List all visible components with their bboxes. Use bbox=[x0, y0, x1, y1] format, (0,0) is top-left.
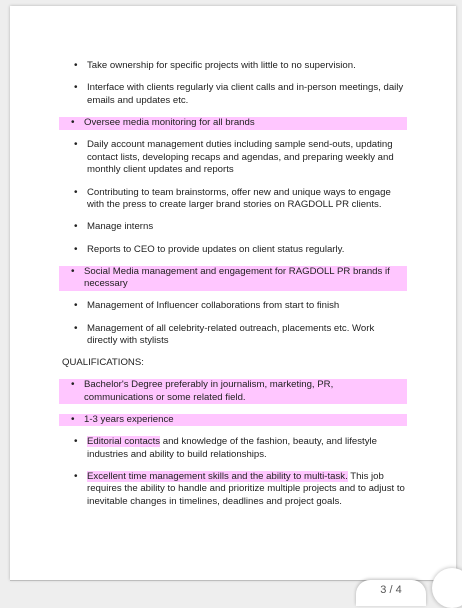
list-item bbox=[62, 60, 407, 73]
highlighted-text: Excellent time management skills and the ability to multi-task. bbox=[87, 470, 348, 482]
text-segment: 1-3 years experience bbox=[84, 413, 174, 425]
list-item bbox=[62, 187, 407, 212]
text-segment: Take ownership for specific projects with little to no supervision. bbox=[87, 60, 356, 71]
list-item-text bbox=[87, 436, 377, 460]
text-segment: Interface with clients regularly via client calls and in-person meetings, daily emails and updates etc. bbox=[87, 82, 404, 106]
qualifications-list bbox=[62, 379, 407, 509]
list-item-text bbox=[84, 379, 333, 403]
document-content bbox=[62, 60, 407, 518]
highlighted-text: Editorial contacts bbox=[87, 436, 161, 447]
qualifications-heading: QUALIFICATIONS: bbox=[62, 357, 144, 369]
responsibilities-list bbox=[62, 60, 407, 348]
text-segment: Management of Influencer collaborations from start to finish bbox=[87, 300, 340, 312]
text-segment: Contributing to team brainstorms, offer new and unique ways to engage with the press to create larger brand stories on RAGDOLL PR clients. bbox=[87, 186, 391, 211]
list-item bbox=[62, 436, 407, 461]
list-item-text bbox=[87, 187, 391, 211]
list-item-text bbox=[87, 60, 356, 71]
list-item-text bbox=[87, 139, 394, 175]
floating-action-button[interactable] bbox=[432, 568, 462, 608]
list-item bbox=[59, 379, 407, 404]
text-segment: and knowledge of the fashion, beauty, and lifestyle industries and ability to build relationships. bbox=[87, 436, 377, 460]
list-item-text bbox=[84, 117, 255, 128]
list-item-text bbox=[87, 82, 403, 106]
text-segment: Management of all celebrity-related outreach, placements etc. Work directly with stylists bbox=[87, 322, 375, 347]
list-item-text bbox=[87, 471, 405, 507]
list-item bbox=[62, 471, 407, 509]
page-number-indicator: 3 / 4 bbox=[356, 580, 426, 606]
text-segment: Social Media management and engagement for RAGDOLL PR brands if necessary bbox=[84, 265, 390, 290]
text-segment: Daily account management duties including sample send-outs, updating contact lists, developing recaps and agendas, and preparing weekly and monthly client updates and reports bbox=[87, 139, 394, 176]
list-item bbox=[62, 139, 407, 177]
list-item-text bbox=[84, 266, 390, 290]
list-item bbox=[62, 300, 407, 313]
list-item-text bbox=[87, 323, 374, 347]
list-item-text bbox=[87, 221, 153, 232]
list-item-text bbox=[84, 414, 174, 425]
list-item bbox=[62, 221, 407, 234]
document-page bbox=[10, 6, 456, 580]
list-item bbox=[59, 266, 407, 291]
list-item bbox=[62, 323, 407, 348]
text-segment: Reports to CEO to provide updates on client status regularly. bbox=[87, 243, 345, 255]
list-item-text bbox=[87, 244, 344, 255]
text-segment: Oversee media monitoring for all brands bbox=[84, 116, 255, 128]
text-segment: Manage interns bbox=[87, 221, 154, 233]
text-segment: Bachelor's Degree preferably in journalism, marketing, PR, communications or some related field. bbox=[84, 379, 334, 403]
list-item bbox=[59, 414, 407, 427]
list-item bbox=[62, 82, 407, 107]
text-segment: This job requires the ability to handle and prioritize multiple projects and to adjust to inevitable changes in timelines, deadlines and project goals. bbox=[87, 470, 405, 507]
list-item bbox=[62, 244, 407, 257]
list-item-text bbox=[87, 300, 339, 311]
list-item bbox=[59, 117, 407, 130]
